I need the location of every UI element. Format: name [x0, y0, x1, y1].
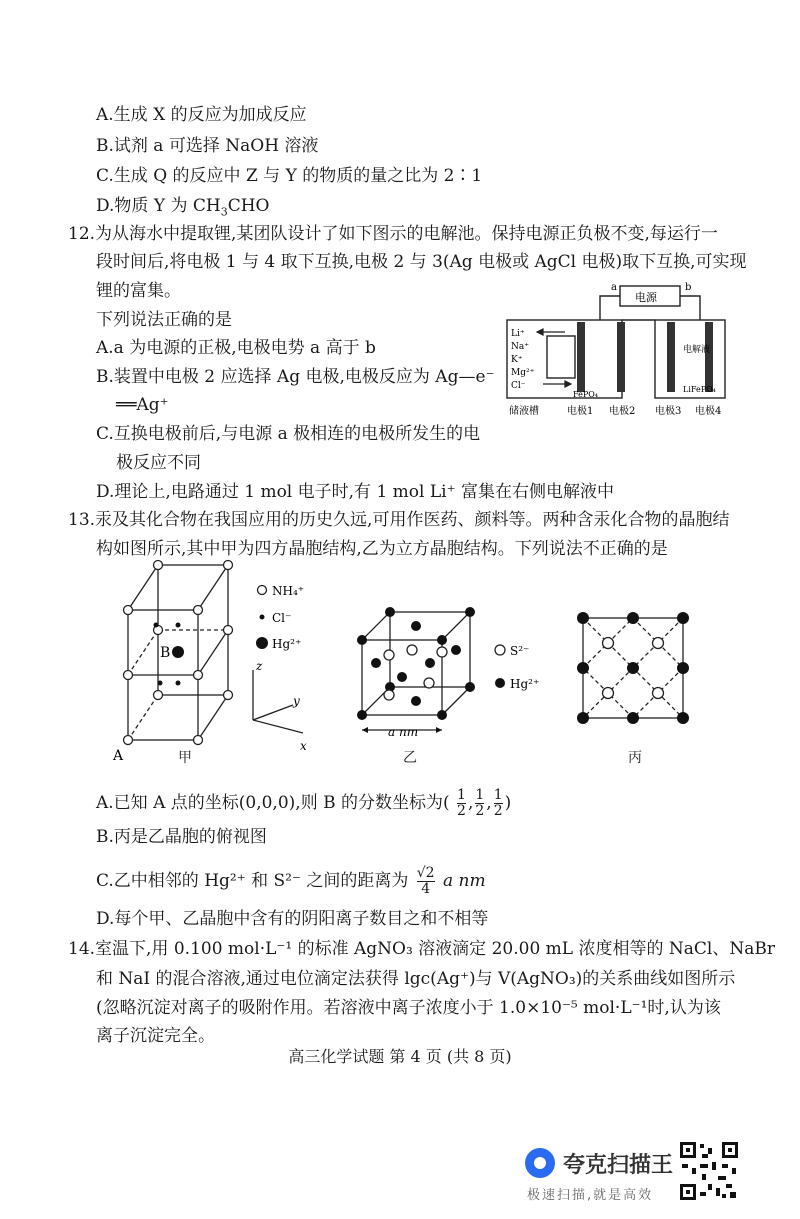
q14-stem-line3: (忽略沉淀对离子的吸附作用。若溶液中离子浓度小于 1.0×10⁻⁵ mol·L⁻¹时,认为该 [96, 998, 721, 1018]
electrode-4 [705, 322, 713, 392]
q12-stem-line3: 锂的富集。 [96, 281, 181, 301]
electrode-2-label: 电极2 [609, 406, 636, 417]
axis-z: z [256, 659, 263, 673]
scanner-logo-icon [525, 1148, 555, 1178]
q13-option-c: C.乙中相邻的 Hg²⁺ 和 S²⁻ 之间的距离为 $\frac{√2}{4}$ a nm [96, 865, 486, 897]
q13-stem-line2: 构如图所示,其中甲为四方晶胞结构,乙为立方晶胞结构。下列说法不正确的是 [96, 539, 668, 559]
scanner-slogan: 极速扫描,就是高效 [527, 1188, 654, 1203]
legend-hg-yi: Hg²⁺ [510, 677, 540, 691]
q12-prompt: 下列说法正确的是 [96, 310, 232, 330]
membrane [547, 336, 575, 378]
crystal-cell-jia [108, 555, 348, 770]
axis-x: x [300, 739, 307, 753]
electrode-2 [617, 322, 625, 392]
crystal-cell-bing [575, 610, 695, 725]
electrolysis-cell-diagram [505, 278, 735, 418]
legend-nh4: NH₄⁺ [272, 584, 305, 598]
q14-stem-line2: 和 NaI 的混合溶液,通过电位滴定法获得 lgc(Ag⁺)与 V(AgNO₃)的关系曲线如图所示 [96, 969, 736, 989]
electrolyte-label: 电解液 [683, 345, 711, 355]
ion-na: Na⁺ [511, 342, 529, 352]
qr-code-icon [678, 1140, 740, 1202]
q14-stem-line4: 离子沉淀完全。 [96, 1026, 215, 1046]
q12-option-c-cont: 极反应不同 [116, 453, 201, 473]
electrode-1 [577, 322, 585, 392]
caption-yi: 乙 [403, 750, 417, 766]
page-footer: 高三化学试题 第 4 页 (共 8 页) [288, 1047, 512, 1066]
q11-option-c: C.生成 Q 的反应中 Z 与 Y 的物质的量之比为 2∶1 [96, 166, 483, 186]
crystal-cell-yi [352, 600, 552, 740]
q12-option-c: C.互换电极前后,与电源 a 极相连的电极所发生的电 [96, 424, 481, 444]
caption-bing: 丙 [628, 750, 642, 766]
q12-stem-line2: 段时间后,将电极 1 与 4 取下互换,电极 2 与 3(Ag 电极或 AgCl 电极)取下互换,可实现 [96, 252, 747, 272]
electrode-1-label: 电极1 [567, 406, 594, 417]
legend-cl: Cl⁻ [272, 611, 292, 625]
q13-option-a: A.已知 A 点的坐标(0,0,0),则 B 的分数坐标为( $\frac{1}{2}$ , $\frac{1}{2}$ , $\frac{1}{2}$ ) [96, 787, 512, 819]
q12-option-d: D.理论上,电路通过 1 mol 电子时,有 1 mol Li⁺ 富集在右侧电解液中 [96, 482, 614, 502]
fepo4-label: FePO₄ [573, 390, 598, 399]
lifepo4-label: LiFePO₄ [683, 385, 716, 394]
point-a-label: A [113, 748, 124, 764]
q11-option-d: D.物质 Y 为 $CH_3CHO$ [96, 196, 270, 219]
ion-li: Li⁺ [511, 329, 525, 339]
scanner-name: 夸克扫描王 [563, 1153, 674, 1178]
power-label: 电源 [635, 291, 657, 304]
hg-atom-b [172, 646, 184, 658]
point-b-label: B [160, 645, 171, 661]
scanner-watermark [525, 1148, 685, 1208]
electrode-3 [667, 322, 675, 392]
legend-hg-jia: Hg²⁺ [272, 637, 302, 651]
electrode-3-label: 电极3 [655, 406, 682, 417]
q12-stem-line1: 12.为从海水中提取锂,某团队设计了如下图示的电解池。保持电源正负极不变,每运行一 [68, 224, 718, 244]
q12-option-a: A.a 为电源的正极,电极电势 a 高于 b [96, 338, 376, 358]
tank-label: 储液槽 [509, 406, 539, 417]
lattice-a-nm: a nm [388, 725, 419, 739]
q12-option-b: B.装置中电极 2 应选择 Ag 电极,电极反应为 Ag—e⁻ [96, 367, 495, 387]
q12-option-b-cont: ══Ag⁺ [116, 395, 169, 415]
ion-mg: Mg²⁺ [511, 368, 535, 378]
q11-option-a: A.生成 X 的反应为加成反应 [96, 105, 307, 125]
power-b-label: b [685, 282, 692, 293]
q14-stem-line1: 14.室温下,用 0.100 mol·L⁻¹ 的标准 AgNO₃ 溶液滴定 20.00 mL 浓度相等的 NaCl、NaBr [68, 939, 775, 959]
q13-option-b: B.丙是乙晶胞的俯视图 [96, 827, 267, 847]
ion-cl: Cl⁻ [511, 381, 526, 391]
q11-option-b: B.试剂 a 可选择 NaOH 溶液 [96, 136, 319, 156]
axis-y: y [293, 694, 300, 708]
electrode-4-label: 电极4 [695, 406, 722, 417]
caption-jia: 甲 [178, 750, 192, 766]
q13-option-d: D.每个甲、乙晶胞中含有的阴阳离子数目之和不相等 [96, 909, 489, 929]
power-a-label: a [611, 282, 617, 293]
q13-stem-line1: 13.汞及其化合物在我国应用的历史久远,可用作医药、颜料等。两种含汞化合物的晶胞结 [68, 510, 730, 530]
legend-s: S²⁻ [510, 644, 530, 658]
ion-k: K⁺ [511, 355, 523, 365]
